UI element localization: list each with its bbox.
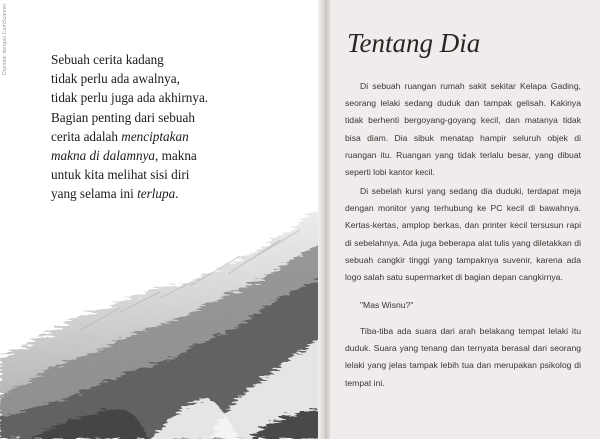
poem-line: Sebuah cerita kadang bbox=[51, 52, 164, 67]
poem-line: Bagian penting dari sebuah bbox=[51, 109, 195, 125]
poem-block bbox=[51, 50, 291, 204]
dialogue-line: "Mas Wisnu?" bbox=[360, 300, 414, 310]
poem-line: untuk kita melihat sisi diri bbox=[51, 167, 190, 183]
paragraph: Tiba-tiba ada suara dari arah belakang tempat lelaki itu duduk. Suara yang tenang dan ternyata berasal dari seorang lelaki yang jelas tampak lebih tua dan merupakan psikolog di tempat ini. bbox=[345, 326, 581, 388]
poem-line: tidak perlu juga ada akhirnya. bbox=[51, 90, 209, 106]
poem-line: makna di dalamnya, makna bbox=[51, 148, 197, 164]
ink-wash-mountain-illustration bbox=[0, 190, 322, 439]
chapter-title: Tentang Dia bbox=[347, 28, 481, 58]
poem-line: yang selama ini terlupa. bbox=[51, 186, 179, 202]
paragraph: Di sebuah ruangan rumah sakit sekitar Kelapa Gading, seorang lelaki sedang duduk dan tampak gelisah. Kakinya tidak berhenti bergoyang-goyang kecil, dan matanya tidak bisa diam. Dia sibuk menatap hampir seluruh objek di ruangan itu. Ruangan yang tidak terlalu besar, yang dibuat seperti lobi kantor kecil. bbox=[345, 81, 581, 178]
poem-line: tidak perlu ada awalnya, bbox=[51, 71, 180, 87]
paragraph: Di sebelah kursi yang sedang dia duduki, terdapat meja dengan monitor yang terhubung ke PC kecil di bawahnya. Kertas-kertas, amplop berkas, dan printer kecil tersusun rapi di sebelahnya. Ada juga beberapa alat tulis yang diletakkan di sebuah cangkir tinggi yang tampaknya suvenir, karena ada logo salah satu supermarket di bagian depan cangkirnya. bbox=[345, 186, 581, 283]
scanner-watermark: Dipindai dengan CamScanner bbox=[2, 3, 8, 75]
poem-line: cerita adalah menciptakan bbox=[51, 128, 189, 144]
